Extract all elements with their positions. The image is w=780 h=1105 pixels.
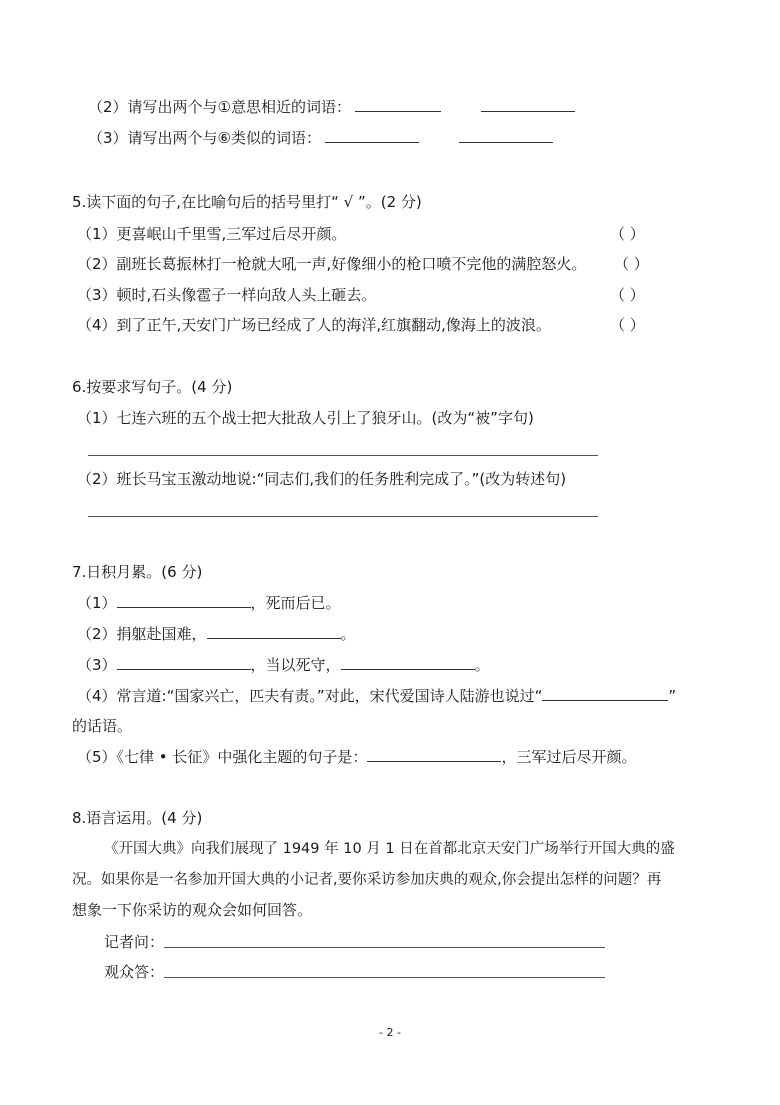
section-5-item-3: （3）顿时,石头像雹子一样向敌人头上砸去。 [77,286,377,304]
section-5-item-2: （2）副班长葛振林打一枪就大吼一声,好像细小的枪口喷不完他的满腔怒火。 [77,255,587,273]
answer-blank[interactable] [481,97,575,112]
answer-parentheses[interactable]: （ ） [610,286,645,304]
answer-blank[interactable] [117,655,251,670]
reporter-question-label: 记者问： [104,933,165,951]
page-number: - 2 - [379,1026,401,1039]
section-6-title: 6.按要求写句子。(4 分) [72,378,233,396]
answer-blank[interactable] [459,128,553,143]
answer-line[interactable] [88,455,598,456]
q5-prefix: （5）《七律 • 长征》中强化主题的句子是： [77,748,368,766]
q2-prefix: （2）捐躯赴国难， [77,625,207,643]
section-7-q4-line2: 的话语。 [72,717,133,735]
answer-blank[interactable] [325,128,419,143]
question-4-2-label: （2）请写出两个与①意思相近的词语： [88,98,351,116]
question-4-2 [88,97,575,117]
answer-parentheses[interactable]: （ ） [610,316,645,334]
answer-line[interactable] [88,516,598,517]
q3-suffix: 。 [474,656,490,674]
answer-line[interactable] [164,947,605,948]
q1-suffix: ，死而后已。 [250,594,341,612]
q4-text: （4）常言道:“国家兴亡，匹夫有责。”对此，宋代爱国诗人陆游也说过“ [77,687,543,705]
answer-blank[interactable] [542,686,668,701]
section-6-q1: （1）七连六班的五个战士把大批敌人引上了狼牙山。(改为“被”字句) [77,409,534,427]
section-7-q4 [77,686,676,706]
answer-parentheses[interactable]: （ ） [610,225,645,243]
section-7-title: 7.日积月累。(6 分) [72,563,203,581]
audience-answer-label: 观众答： [104,963,165,981]
q2-suffix: 。 [340,625,356,643]
q1-prefix: （1） [77,594,117,612]
section-5-item-1: （1）更喜岷山千里雪,三军过后尽开颜。 [77,225,347,243]
answer-blank[interactable] [207,624,341,639]
section-8-paragraph-line-3: 想象一下你采访的观众会如何回答。 [72,901,313,919]
answer-blank[interactable] [355,97,441,112]
q3-prefix: （3） [77,656,117,674]
section-8-paragraph-line-1: 《开国大典》向我们展现了 1949 年 10 月 1 日在首都北京天安门广场举行开国大典的盛 [104,841,675,857]
q4-end: ” [668,687,677,705]
question-4-3 [88,128,553,148]
answer-line[interactable] [164,977,605,978]
section-8-paragraph-line-2: 况。如果你是一名参加开国大典的小记者,要你采访参加庆典的观众,你会提出怎样的问题？再 [72,872,662,888]
section-7-q2 [77,624,356,644]
section-5-title: 5.读下面的句子,在比喻句后的括号里打“ √ ”。(2 分) [72,193,422,211]
answer-blank[interactable] [117,593,251,608]
q3-mid: ，当以死守， [250,656,341,674]
answer-parentheses[interactable]: （ ） [614,255,649,273]
section-6-q2: （2）班长马宝玉激动地说:“同志们,我们的任务胜利完成了。”(改为转述句) [77,470,567,488]
question-4-3-label: （3）请写出两个与⑥类似的词语： [88,129,321,147]
answer-blank[interactable] [367,747,501,762]
section-5-item-4: （4）到了正午,天安门广场已经成了人的海洋,红旗翻动,像海上的波浪。 [77,316,551,334]
section-7-q3 [77,655,490,675]
section-7-q1 [77,593,341,613]
section-8-title: 8.语言运用。(4 分) [72,809,203,827]
section-7-q5 [77,747,636,767]
q5-suffix: ，三军过后尽开颜。 [501,748,637,766]
answer-blank[interactable] [341,655,475,670]
